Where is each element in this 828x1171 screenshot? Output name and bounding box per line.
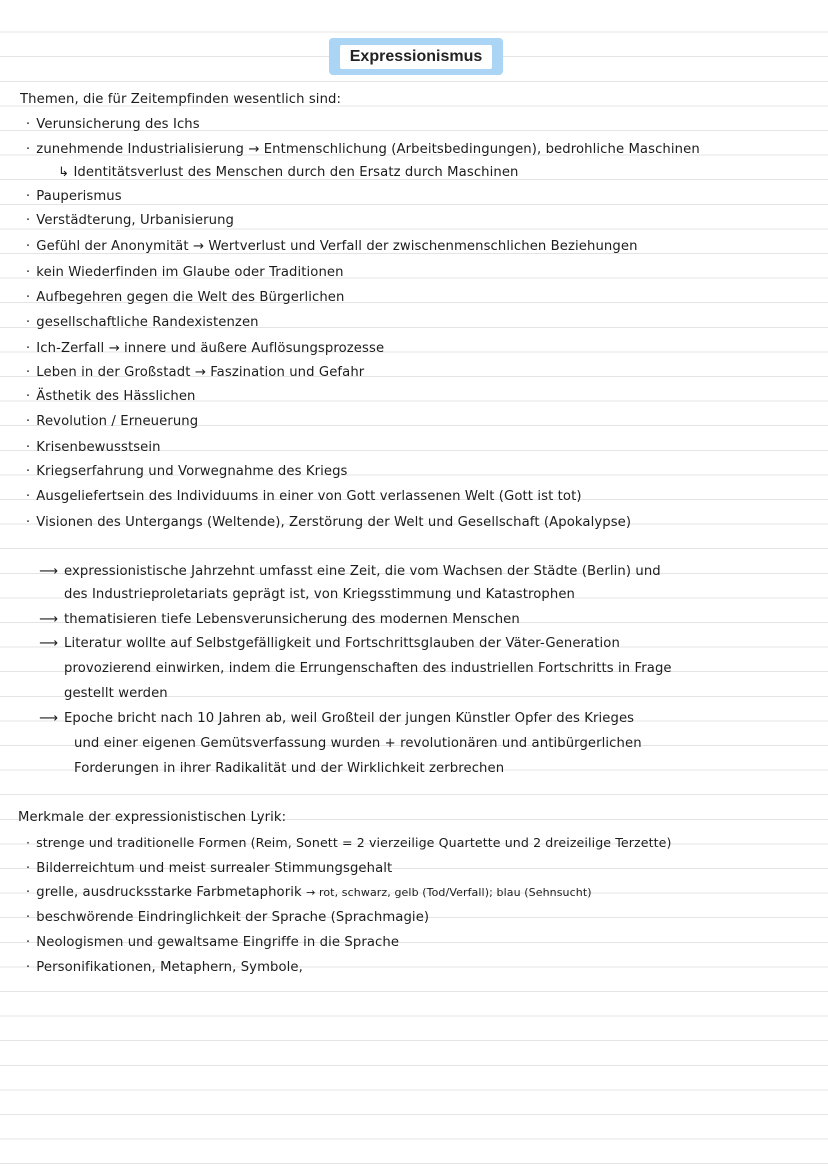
note-line: gestellt werden <box>64 686 168 701</box>
theme-item: · zunehmende Industrialisierung → Entmenschlichung (Arbeitsbedingungen), bedrohliche Maschinen <box>25 142 700 157</box>
theme-item: · gesellschaftliche Randexistenzen <box>25 315 259 330</box>
lyrik-item: · Neologismen und gewaltsame Eingriffe in die Sprache <box>25 935 400 950</box>
note-line: provozierend einwirken, indem die Errungenschaften des industriellen Fortschritts in Frage <box>64 661 672 676</box>
theme-subitem: ↳ Identitätsverlust des Menschen durch den Ersatz durch Maschinen <box>58 165 519 180</box>
theme-item: · Leben in der Großstadt → Faszination und Gefahr <box>25 365 365 380</box>
note-line: ⟶ Literatur wollte auf Selbstgefälligkeit und Fortschrittsglauben der Väter-Generation <box>16 635 620 653</box>
themes-heading: Themen, die für Zeitempfinden wesentlich sind: <box>20 92 342 107</box>
theme-item: · Gefühl der Anonymität → Wertverlust und Verfall der zwischenmenschlichen Beziehungen <box>25 239 638 254</box>
theme-item: · Verstädterung, Urbanisierung <box>25 213 235 228</box>
theme-item: · Revolution / Erneuerung <box>25 414 199 429</box>
theme-item: · Kriegserfahrung und Vorwegnahme des Kriegs <box>25 464 348 479</box>
theme-item: · Aufbegehren gegen die Welt des Bürgerlichen <box>25 290 345 305</box>
theme-item: · kein Wiederfinden im Glaube oder Traditionen <box>25 265 344 280</box>
theme-item: · Verunsicherung des Ichs <box>25 117 200 132</box>
theme-item: · Pauperismus <box>25 189 122 204</box>
lyrik-item: · Bilderreichtum und meist surrealer Stimmungsgehalt <box>25 861 393 876</box>
note-line: ⟶ thematisieren tiefe Lebensverunsicherung des modernen Menschen <box>16 611 520 629</box>
theme-item: · Visionen des Untergangs (Weltende), Zerstörung der Welt und Gesellschaft (Apokalypse) <box>25 515 632 530</box>
arrow-icon: ⟶ <box>38 612 58 627</box>
lyrik-item: · grelle, ausdrucksstarke Farbmetaphorik → rot, schwarz, gelb (Tod/Verfall); blau (Sehnsucht) <box>25 885 592 900</box>
theme-item: · Ästhetik des Hässlichen <box>25 389 196 404</box>
page-title: Expressionismus <box>340 45 493 69</box>
arrow-icon: ⟶ <box>38 564 58 579</box>
lyrik-item: · beschwörende Eindringlichkeit der Sprache (Sprachmagie) <box>25 910 430 925</box>
title-box <box>329 38 503 75</box>
note-line: des Industrieproletariats geprägt ist, von Kriegsstimmung und Katastrophen <box>64 587 576 602</box>
arrow-icon: ⟶ <box>38 711 58 726</box>
note-line: ⟶ expressionistische Jahrzehnt umfasst eine Zeit, die vom Wachsen der Städte (Berlin) und <box>16 563 661 581</box>
lyrik-item: · Personifikationen, Metaphern, Symbole, <box>25 960 303 975</box>
arrow-icon: ⟶ <box>38 636 58 651</box>
theme-item: · Krisenbewusstsein <box>25 440 161 455</box>
theme-item: · Ausgeliefertsein des Individuums in einer von Gott verlassenen Welt (Gott ist tot) <box>25 489 582 504</box>
lyrik-heading: Merkmale der expressionistischen Lyrik: <box>18 810 287 825</box>
note-line: Forderungen in ihrer Radikalität und der Wirklichkeit zerbrechen <box>74 761 505 776</box>
lyrik-item: · strenge und traditionelle Formen (Reim, Sonett = 2 vierzeilige Quartette und 2 dreizeilige Terzette) <box>25 835 672 850</box>
note-line: ⟶ Epoche bricht nach 10 Jahren ab, weil Großteil der jungen Künstler Opfer des Krieges <box>16 710 634 728</box>
theme-item: · Ich-Zerfall → innere und äußere Auflösungsprozesse <box>25 341 385 356</box>
note-line: und einer eigenen Gemütsverfassung wurden + revolutionären und antibürgerlichen <box>74 736 642 751</box>
